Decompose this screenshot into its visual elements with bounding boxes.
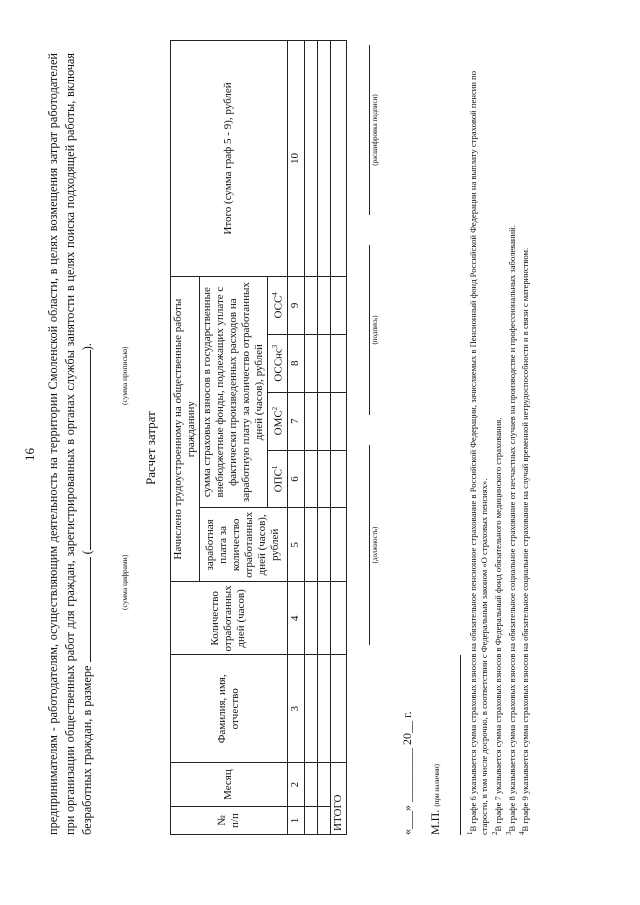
table-cell xyxy=(304,276,317,334)
intro-text: предпринимателям - работодателям, осуществляющим деятельность на территории Смоленской области, в целях возмещения затрат работодателей при организации общественных работ для граждан, зарегистрированных в органах службы занятости в целях поиска подходящей работы, включая безработных граждан, в размере xyxy=(46,53,94,835)
header-oss-ns: ОССнс$^3$ xyxy=(268,334,288,392)
column-number-row xyxy=(287,41,304,835)
position-line xyxy=(368,445,370,645)
column-number: 10 xyxy=(287,41,304,277)
stamp-block xyxy=(428,764,443,835)
paren-open: ( xyxy=(80,550,94,555)
table-cell xyxy=(304,450,317,508)
table-cell xyxy=(330,450,346,508)
header-oss: ОСС$^4$ xyxy=(268,276,288,334)
column-number: 6 xyxy=(287,450,304,508)
table-cell xyxy=(330,655,346,763)
column-number: 9 xyxy=(287,276,304,334)
footnote-divider xyxy=(460,655,461,835)
table-cell xyxy=(304,655,317,763)
cost-calculation-table xyxy=(170,40,347,835)
table-cell xyxy=(330,41,346,277)
header-oms: ОМС$^2$ xyxy=(268,392,288,450)
footnote-1: $^1$В графе 6 указывается сумма страховых взносов на обязательное пенсионное страхование в Российской Федерации, зачисляемых в Пенсионный фонд Российской Федерации на выплату страховой пенсии по старости, в том числе досрочно, в соответствии с Федеральным законом «О страховых пенсиях». xyxy=(466,71,489,835)
total-label: ИТОГО xyxy=(330,763,346,835)
table-cell xyxy=(317,582,330,655)
caption-amount-digits: (сумма цифрами) xyxy=(120,554,129,610)
table-header-row-1 xyxy=(171,41,200,835)
table-cell xyxy=(330,582,346,655)
table-cell xyxy=(330,392,346,450)
column-number: 3 xyxy=(287,655,304,763)
table-cell xyxy=(304,807,317,835)
header-name: Фамилия, имя, отчество xyxy=(171,655,288,763)
amount-digits-blank xyxy=(79,557,91,662)
table-row xyxy=(304,41,317,835)
footnotes xyxy=(465,45,531,835)
header-month: Месяц xyxy=(171,763,288,807)
table-cell xyxy=(304,582,317,655)
header-contrib-group: сумма страховых взносов в государственные внебюджетные фонды, подлежащих уплате с фактически произведенных расходов на заработную плату за количество отработанных дней (часов), рублей xyxy=(200,276,268,507)
column-number: 5 xyxy=(287,508,304,582)
position-caption: (должность) xyxy=(371,526,379,564)
header-days: Количество отработанных дней (часов) xyxy=(171,582,288,655)
amount-words-blank xyxy=(79,350,91,550)
table-cell xyxy=(317,41,330,277)
decode-line xyxy=(368,45,370,215)
footnote-4: $^4$В графе 9 указывается сумма страховых взносов на обязательное социальное страхование на случай временной нетрудоспособности и в связи с материнством. xyxy=(518,247,531,835)
decode-caption: (расшифровка подписи) xyxy=(371,94,379,166)
table-cell xyxy=(317,334,330,392)
table-cell xyxy=(317,508,330,582)
table-cell xyxy=(330,334,346,392)
column-number: 2 xyxy=(287,763,304,807)
header-total: Итого (сумма граф 5 - 9), рублей xyxy=(171,41,288,277)
table-cell xyxy=(317,807,330,835)
table-cell xyxy=(317,392,330,450)
intro-paragraph xyxy=(45,53,96,835)
table-cell xyxy=(317,763,330,807)
column-number: 1 xyxy=(287,807,304,835)
column-number: 7 xyxy=(287,392,304,450)
header-num: № п/п xyxy=(171,807,288,835)
header-ops: ОПС$^1$ xyxy=(268,450,288,508)
column-number: 4 xyxy=(287,582,304,655)
table-cell xyxy=(317,276,330,334)
signature-line xyxy=(368,245,370,415)
stamp-label: М.П. xyxy=(428,809,442,835)
table-row xyxy=(317,41,330,835)
caption-amount-words: (сумма прописью) xyxy=(120,346,129,405)
table-cell xyxy=(304,392,317,450)
paren-close: ). xyxy=(80,343,94,351)
table-cell xyxy=(330,508,346,582)
section-title: Расчет затрат xyxy=(143,411,158,485)
table-cell xyxy=(330,276,346,334)
total-row xyxy=(330,41,346,835)
table-cell xyxy=(304,508,317,582)
stamp-note: (при наличии) xyxy=(433,764,441,807)
table-cell xyxy=(304,41,317,277)
date-line: «___» _________ 20__ г. xyxy=(400,711,414,835)
footnote-3: $^3$В графе 8 указывается сумма страховых взносов на обязательное социальное страхование от несчастных случаев на производстве и профессиональных заболеваний. xyxy=(504,225,517,835)
column-number: 8 xyxy=(287,334,304,392)
header-accrued-group: Начислено трудоустроенному на общественные работы гражданину xyxy=(171,276,200,581)
signature-caption: (подпись) xyxy=(371,315,379,345)
page-number: 16 xyxy=(22,448,37,461)
table-cell xyxy=(317,655,330,763)
footnote-2: $^2$В графе 7 указывается сумма страховых взносов в Федеральный фонд обязательного медицинского страхования. xyxy=(490,417,503,835)
table-cell xyxy=(304,763,317,807)
table-cell xyxy=(304,334,317,392)
header-wage: заработная плата за количество отработанных дней (часов), рублей xyxy=(200,508,288,582)
table-cell xyxy=(317,450,330,508)
